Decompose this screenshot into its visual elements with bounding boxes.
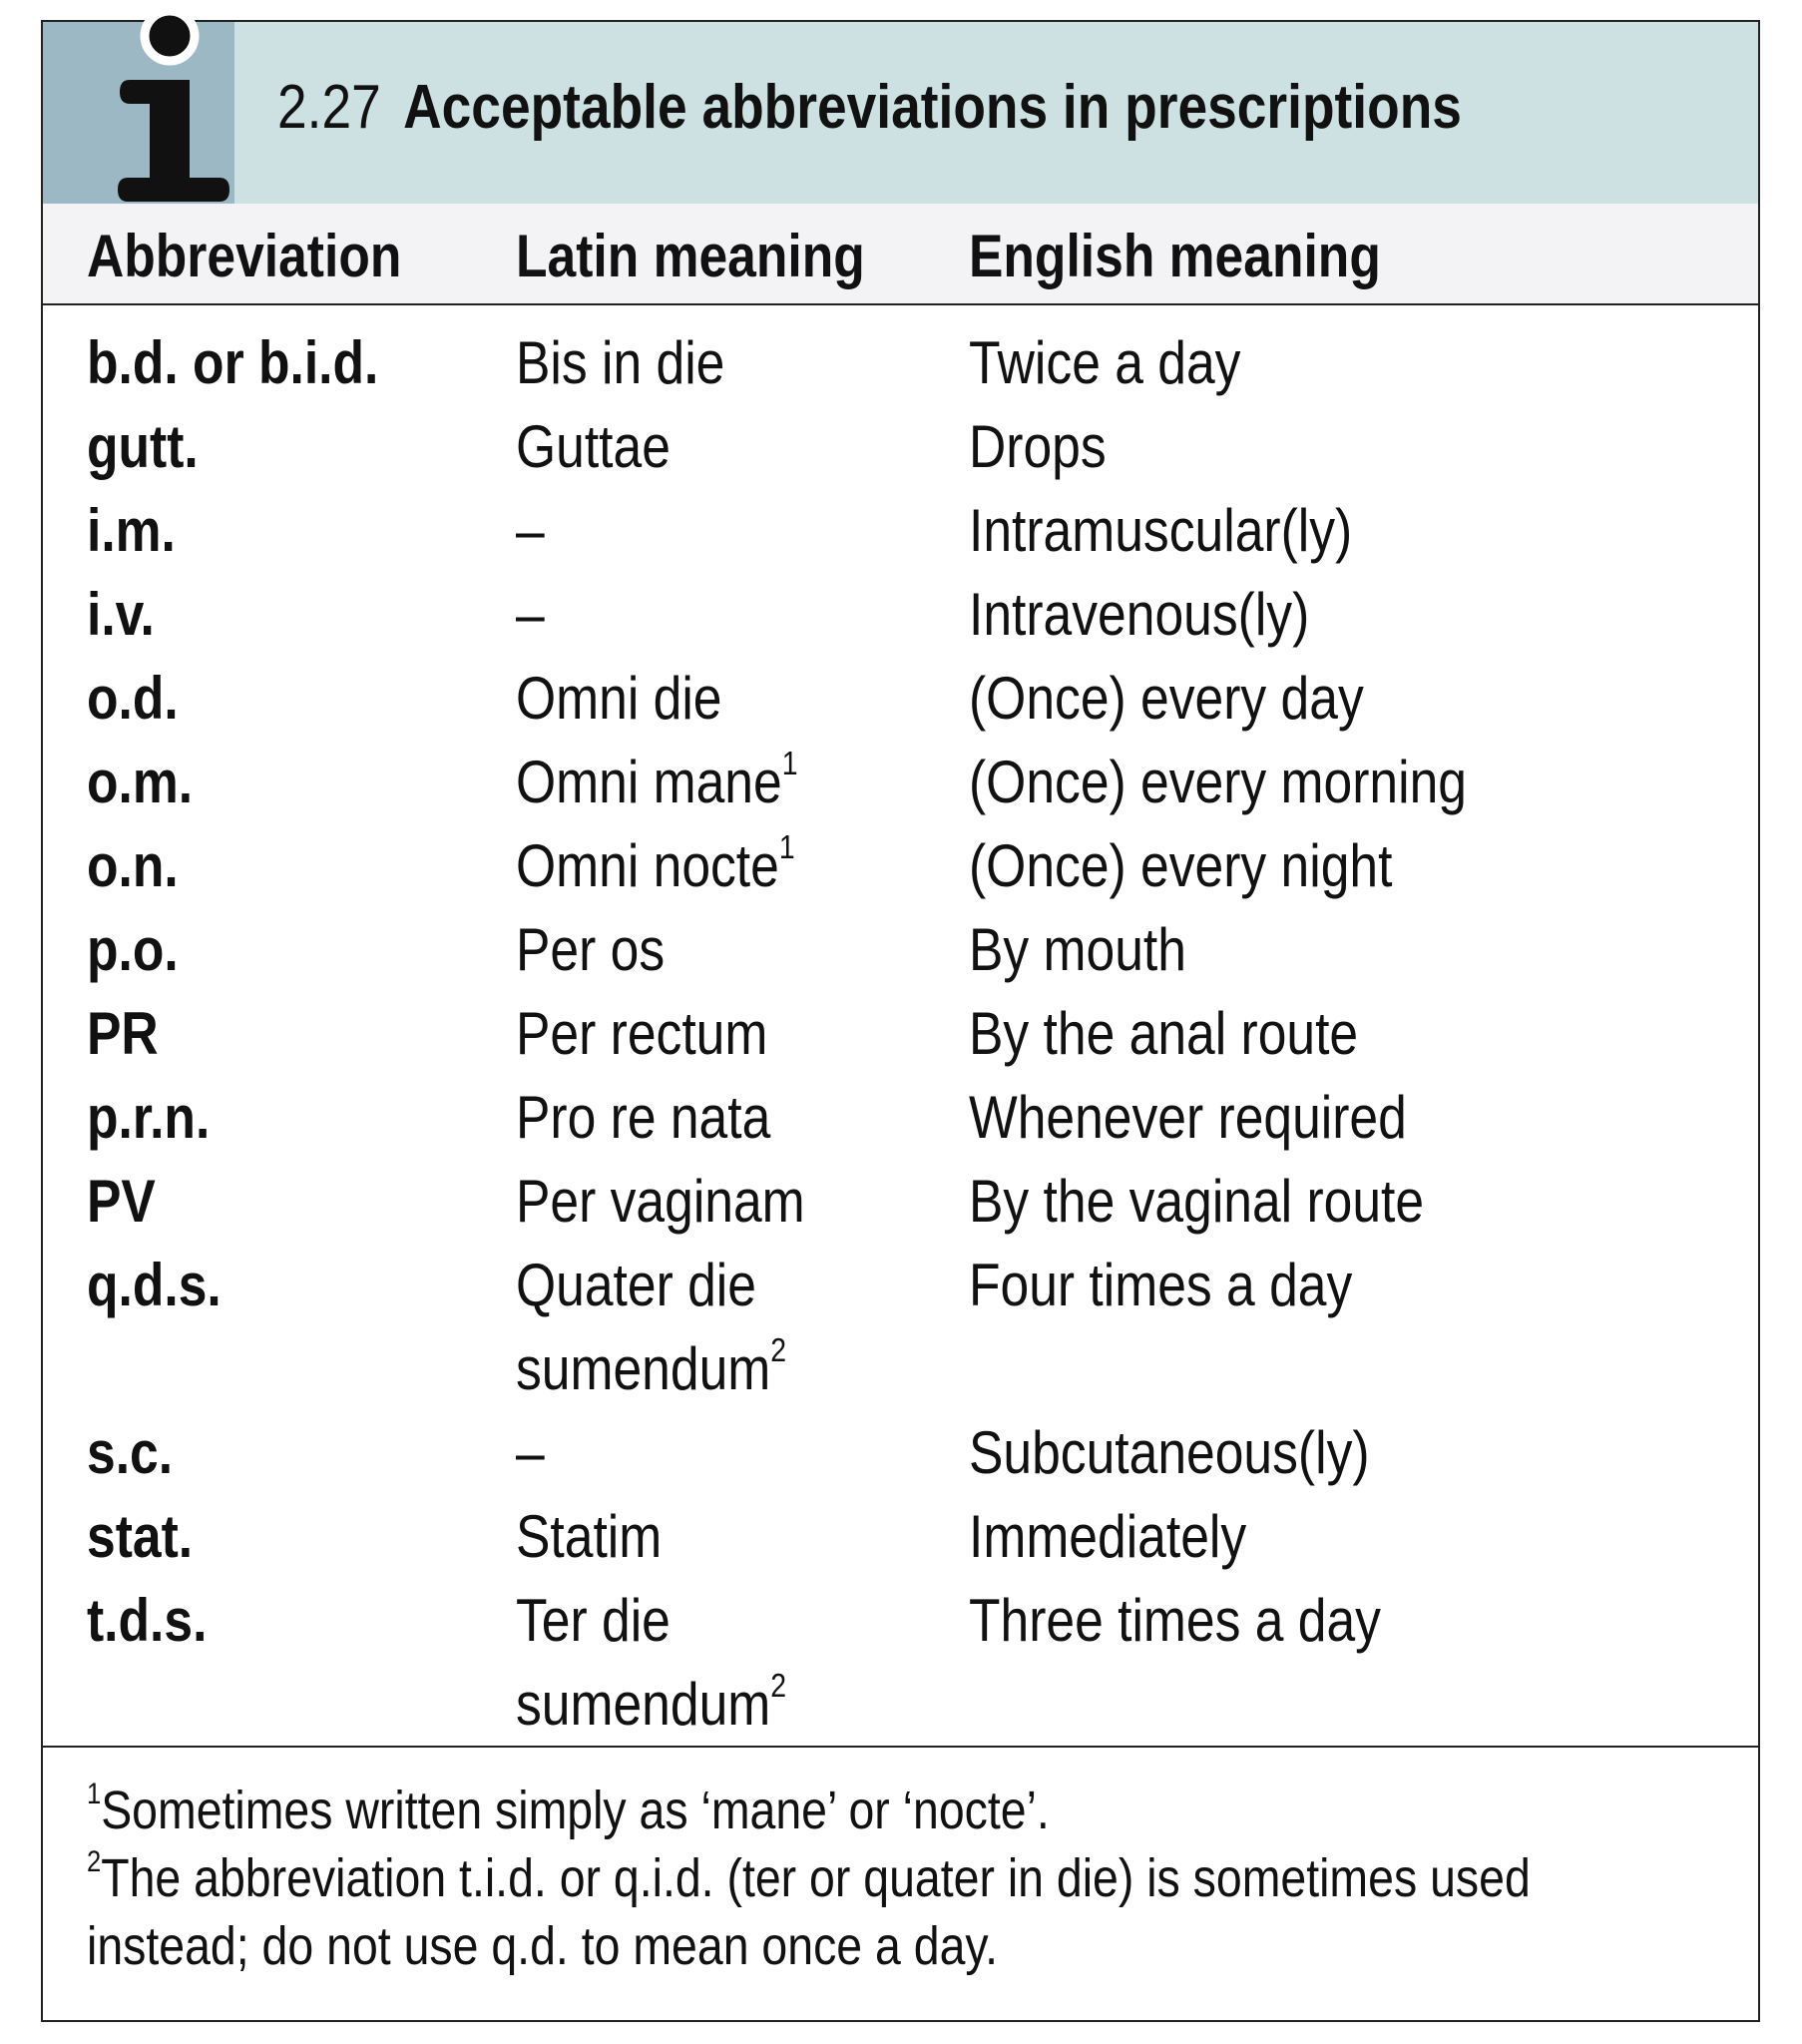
table-row [43,1579,1758,1747]
table-row [43,992,1758,1076]
table-row [43,824,1758,908]
english-cell: (Once) every day [969,665,1364,732]
english-cell: Three times a day [969,1587,1381,1654]
latin-cell [516,573,545,657]
table-row [43,573,1758,657]
latin-line: Per vaginam [516,1168,805,1235]
latin-cell [516,824,795,908]
footnote-mark: 2 [87,1844,102,1878]
table-row [43,1495,1758,1579]
abbreviation-cell: q.d.s. [87,1252,222,1318]
latin-cell [516,321,724,405]
info-icon [98,0,247,215]
english-cell: By the vaginal route [969,1168,1425,1235]
column-header-english: English meaning [969,223,1381,289]
latin-cell [516,992,767,1076]
table-row [43,405,1758,489]
table-row [43,489,1758,573]
english-cell: Four times a day [969,1252,1353,1318]
latin-line: Pro re nata [516,1084,771,1151]
table-row [43,908,1758,992]
footnote-line: $^2$The abbreviation t.i.d. or q.i.d. (ter or quater in die) is sometimes used [87,1844,1531,1908]
column-header-abbreviation: Abbreviation [87,223,402,289]
abbreviation-cell: o.n. [87,832,179,899]
footnote-mark: 1 [87,1777,102,1810]
latin-line: Omni die [516,665,722,732]
latin-cell [516,657,721,741]
footnote-line: instead; do not use q.d. to mean once a day. [87,1916,999,1976]
latin-cell [516,1244,786,1411]
latin-line: sumendum$^2$ [516,1666,787,1738]
info-box [41,20,1760,2022]
footnotes [87,1777,1717,1980]
abbreviation-cell: t.d.s. [87,1587,208,1654]
abbreviation-cell: o.m. [87,749,194,815]
table-row [43,1244,1758,1411]
english-cell: Twice a day [969,329,1241,396]
latin-cell [516,1411,545,1495]
latin-cell [516,1160,805,1244]
table-title-text: Acceptable abbreviations in prescriptions [403,73,1462,142]
latin-line: – [516,1419,545,1486]
english-cell: Intravenous(ly) [969,581,1310,648]
footnote-line: $^1$Sometimes written simply as ‘mane’ or ‘nocte’. [87,1777,1050,1840]
english-cell: Intramuscular(ly) [969,497,1353,564]
latin-line: – [516,581,545,648]
latin-line: Guttae [516,413,671,480]
footnote-ref: 2 [770,1330,787,1368]
english-cell: (Once) every night [969,832,1393,899]
english-cell: Immediately [969,1503,1247,1570]
abbreviation-cell: s.c. [87,1419,174,1486]
latin-cell [516,741,797,824]
latin-line: Bis in die [516,329,725,396]
table-row [43,321,1758,405]
footnote-divider [43,1746,1758,1748]
abbreviation-cell: p.r.n. [87,1084,211,1151]
table-row [43,657,1758,741]
footnote-ref: 1 [778,827,795,865]
table-number: 2.27 [277,73,381,142]
english-cell: Drops [969,413,1107,480]
latin-cell [516,908,665,992]
latin-line: Per os [516,916,666,983]
abbreviation-cell: i.v. [87,581,155,648]
latin-cell [516,1495,662,1579]
abbreviation-cell: b.d. or b.i.d. [87,329,379,396]
abbreviation-cell: p.o. [87,916,179,983]
title-band [43,22,1758,204]
abbreviation-cell: gutt. [87,413,199,480]
latin-line: Quater die [516,1252,756,1318]
column-header-row [43,204,1758,305]
table-title [277,72,1462,143]
table-body [43,321,1758,1747]
latin-cell [516,489,545,573]
table-row [43,1411,1758,1495]
english-cell: Subcutaneous(ly) [969,1419,1370,1486]
english-cell: (Once) every morning [969,749,1467,815]
english-cell: By the anal route [969,1000,1359,1067]
english-cell: By mouth [969,916,1186,983]
column-header-latin: Latin meaning [516,223,865,289]
latin-cell [516,1076,770,1160]
latin-line: Omni mane$^1$ [516,744,798,815]
abbreviation-cell: stat. [87,1503,194,1570]
latin-line: Ter die [516,1587,671,1654]
latin-line: Statim [516,1503,663,1570]
latin-line: Omni nocte$^1$ [516,827,795,899]
abbreviation-cell: o.d. [87,665,179,732]
abbreviation-cell: PR [87,1000,159,1067]
table-row [43,741,1758,824]
footnote-ref: 2 [770,1666,787,1704]
table-row [43,1076,1758,1160]
abbreviation-cell: PV [87,1168,156,1235]
latin-line: sumendum$^2$ [516,1330,787,1402]
latin-cell [516,405,671,489]
latin-line: Per rectum [516,1000,768,1067]
latin-line: – [516,497,545,564]
english-cell: Whenever required [969,1084,1407,1151]
latin-cell [516,1579,786,1747]
abbreviation-cell: i.m. [87,497,176,564]
table-row [43,1160,1758,1244]
footnote-ref: 1 [781,744,798,781]
